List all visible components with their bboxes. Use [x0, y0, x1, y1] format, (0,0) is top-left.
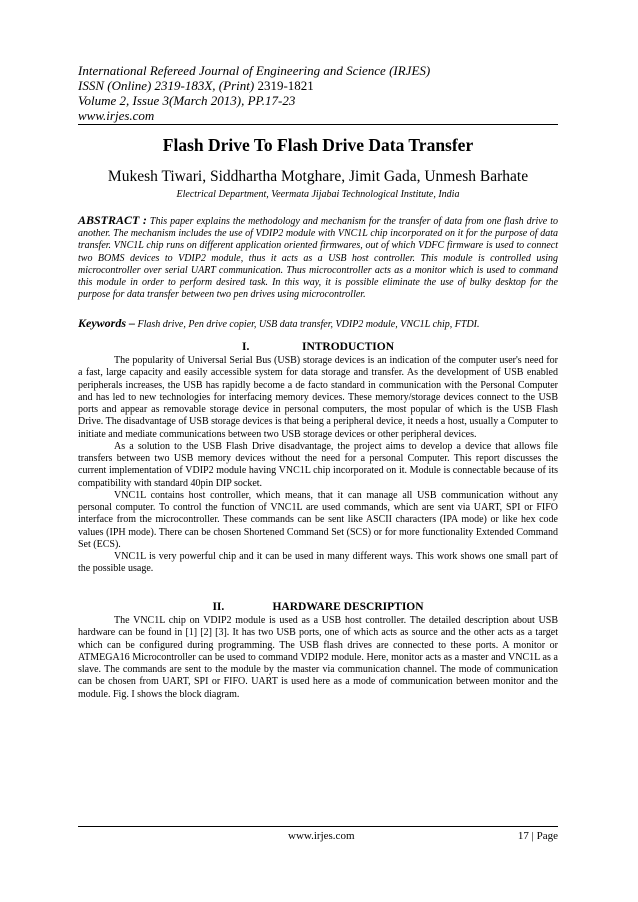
journal-name: International Refereed Journal of Engineering and Science (IRJES)	[78, 63, 431, 78]
abstract	[78, 214, 558, 301]
paragraph: VNC1L contains host controller, which means, that it can manage all USB communication without any personal computer. To control the function of VNC1L are used commands, which are sent via UART, SPI or FIFO interface from the microcontroller. These commands can be sent like ASCII characters (IPA mode) or like hex code values (IPH mode). There can be chosen Shortened Command Set (SCS) or for more functionality Extended Command Set (ECS).	[78, 489, 558, 550]
paper-title: Flash Drive To Flash Drive Data Transfer	[162, 135, 474, 155]
section-number: I.	[241, 341, 250, 353]
keywords-label: Keywords –	[78, 316, 135, 330]
paragraph: The popularity of Universal Serial Bus (USB) storage devices is an indication of the computer user's need for a fast, large capacity and easily accessible system for data storage and transfer. As the development of USB enabled peripherals increases, the USB has rapidly become a de facto standard in communication with the Personal Computer and has led to new technologies for interfacing memory devices. These memory/storage devices connect to the USB ports and appear as removable storage device in personal computers, the most popular of which is the USB Flash Drive. The disadvantage of USB storage devices is that being a peripheral device, it needs a host, usually a Computer to initiate and mediate communications between two USB storage devices or other peripheral devices.	[78, 355, 558, 440]
volume-line: Volume 2, Issue 3(March 2013), PP.17-23	[78, 93, 296, 108]
section-body-introduction	[78, 355, 558, 576]
footer-divider	[78, 826, 558, 827]
section-heading-hardware-description	[78, 601, 558, 614]
issn-prefix: ISSN (Online) 2319-183X, (Print)	[78, 78, 258, 93]
paragraph: As a solution to the USB Flash Drive disadvantage, the project aims to develop a device that allows file transfers between two USB memory devices without the need for a personal Computer. This report discusses the current implementation of VDIP2 module having VNC1L chip incorporated on it. Module is connectable because of its compatibility with standard 40pin DIP socket.	[78, 440, 558, 489]
journal-website[interactable]: www.irjes.com	[78, 108, 155, 123]
section-heading-introduction	[78, 341, 558, 354]
paper-authors: Mukesh Tiwari, Siddhartha Motghare, Jimit Gada, Unmesh Barhate	[107, 168, 529, 185]
issn-line	[78, 78, 578, 93]
page-number: 17 | Page	[517, 830, 558, 842]
abstract-label: ABSTRACT :	[78, 213, 147, 227]
section-title: HARDWARE DESCRIPTION	[272, 601, 424, 613]
journal-header	[78, 63, 578, 123]
keywords	[78, 317, 558, 331]
author-affiliation: Electrical Department, Veermata Jijabai Technological Institute, India	[176, 189, 460, 200]
header-divider	[78, 124, 558, 125]
keywords-text: Flash drive, Pen drive copier, USB data transfer, VDIP2 module, VNC1L chip, FTDI.	[137, 319, 480, 330]
section-title: INTRODUCTION	[301, 341, 394, 353]
paragraph: The VNC1L chip on VDIP2 module is used as a USB host controller. The detailed description about USB hardware can be found in [1] [2] [3]. It has two USB ports, one of which acts as source and the other acts as a target which can be configured during programming. The USB flash drives are connected to these ports. A monitor or ATMEGA16 Microcontroller can be used to command VDIP2 module. Here, monitor acts as a master and VNC1L as a slave. The commands are sent to the module by the master via communication channel. The mode of communication can be chosen from UART, SPI or FIFO. UART is used here as a mode of communication between monitor and the module. Fig. I shows the block diagram.	[78, 615, 558, 700]
section-number: II.	[212, 601, 225, 613]
section-body-hardware-description	[78, 615, 558, 701]
footer-website[interactable]: www.irjes.com	[288, 830, 355, 842]
paragraph: VNC1L is very powerful chip and it can be used in many different ways. This work shows one small part of the possible usage.	[78, 551, 558, 575]
abstract-text: This paper explains the methodology and mechanism for the transfer of data from one flash drive to another. The mechanism includes the use of VDIP2 module with VNC1L chip incorporated on it for the purpose of data transfer. VNC1L chip runs on different application oriented firmwares, out of which VDFC firmware is used to connect two BOMS devices to VDIP2 module, thus it acts as a USB host controller. This module is controlled using microcontroller over serial UART communication. Thus microcontroller acts as a monitor which is used to command this module in order to perform desired task. In this way, it is possible eliminate the use of bulky desktop for the purpose for data transfer between two pen drives using microcontroller.	[78, 216, 558, 301]
issn-print: 2319-1821	[257, 78, 314, 93]
